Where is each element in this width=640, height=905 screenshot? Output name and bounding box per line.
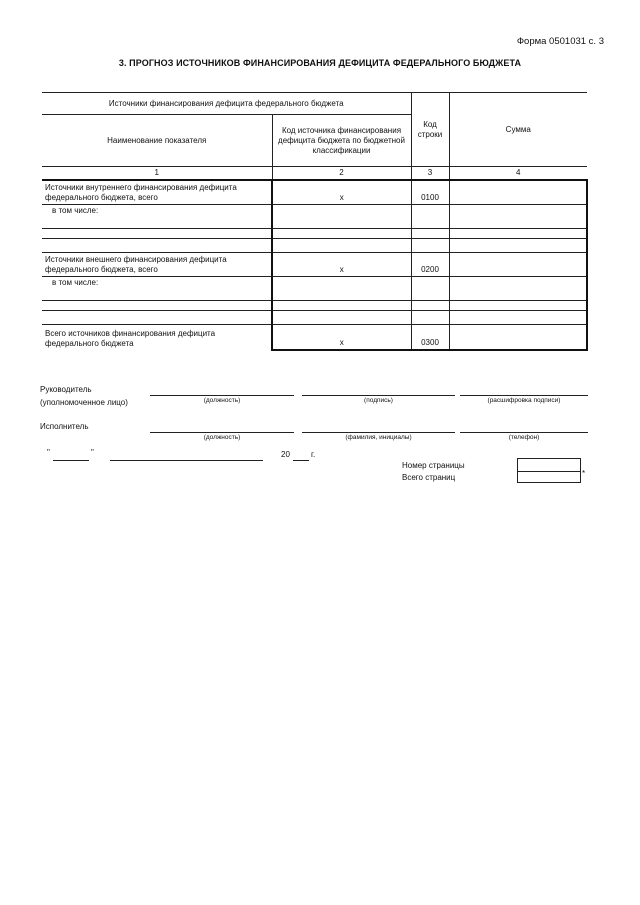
date-year-suffix: г. bbox=[311, 450, 316, 459]
internal-sub-code-2[interactable] bbox=[272, 228, 411, 238]
col3-header: Код строки bbox=[411, 93, 449, 167]
col1-header: Наименование показателя bbox=[42, 115, 272, 167]
internal-sub-label-3 bbox=[42, 238, 272, 252]
external-sub-amount-2[interactable] bbox=[449, 300, 587, 310]
internal-line-code: 0100 bbox=[411, 180, 449, 204]
col-number-1: 1 bbox=[42, 167, 272, 181]
internal-amount[interactable] bbox=[449, 180, 587, 204]
date-quote-close: " bbox=[91, 448, 94, 457]
external-line-code: 0200 bbox=[411, 252, 449, 276]
col2-header: Код источника финансирования дефицита бюджета по бюджетной классификации bbox=[272, 115, 411, 167]
head-signature-caption: (подпись) bbox=[364, 397, 393, 404]
head-signature-line[interactable] bbox=[302, 395, 455, 396]
date-day-line[interactable] bbox=[53, 460, 89, 461]
executor-label: Исполнитель bbox=[40, 422, 89, 431]
external-sources-label: Источники внешнего финансирования дефицита федерального бюджета, всего bbox=[42, 252, 272, 276]
exec-phone-line[interactable] bbox=[460, 432, 588, 433]
external-amount[interactable] bbox=[449, 252, 587, 276]
star-mark: * bbox=[582, 469, 586, 478]
exec-phone-caption: (телефон) bbox=[508, 434, 540, 441]
head-position-line[interactable] bbox=[150, 395, 294, 396]
head-decode-caption: (расшифровка подписи) bbox=[487, 397, 561, 404]
total-amount[interactable] bbox=[449, 324, 587, 350]
internal-sub-amount-3[interactable] bbox=[449, 238, 587, 252]
sources-table bbox=[42, 92, 588, 351]
col-number-4: 4 bbox=[449, 167, 587, 181]
internal-sub-code-3[interactable] bbox=[272, 238, 411, 252]
page-title: 3. ПРОГНОЗ ИСТОЧНИКОВ ФИНАНСИРОВАНИЯ ДЕФИЦИТА ФЕДЕРАЛЬНОГО БЮДЖЕТА bbox=[118, 58, 522, 68]
external-sub-line-1[interactable] bbox=[411, 276, 449, 300]
date-month-line[interactable] bbox=[110, 460, 263, 461]
external-sub-line-2[interactable] bbox=[411, 300, 449, 310]
col4-header: Сумма bbox=[449, 93, 587, 167]
internal-sources-label: Источники внутреннего финансирования дефицита федерального бюджета, всего bbox=[42, 180, 272, 204]
exec-position-caption: (должность) bbox=[203, 434, 241, 441]
total-pages-box[interactable] bbox=[517, 470, 581, 483]
head-label-sub: (уполномоченное лицо) bbox=[40, 398, 128, 407]
external-sub-amount-1[interactable] bbox=[449, 276, 587, 300]
external-sub-code-3[interactable] bbox=[272, 310, 411, 324]
internal-including-label: в том числе: bbox=[42, 204, 272, 228]
external-sub-label-3 bbox=[42, 310, 272, 324]
internal-sub-line-2[interactable] bbox=[411, 228, 449, 238]
external-sub-line-3[interactable] bbox=[411, 310, 449, 324]
internal-sub-line-3[interactable] bbox=[411, 238, 449, 252]
internal-sub-line-1[interactable] bbox=[411, 204, 449, 228]
group-header: Источники финансирования дефицита федерального бюджета bbox=[42, 93, 411, 115]
col-number-3: 3 bbox=[411, 167, 449, 181]
internal-sub-label-2 bbox=[42, 228, 272, 238]
internal-sub-code-1[interactable] bbox=[272, 204, 411, 228]
external-including-label: в том числе: bbox=[42, 276, 272, 300]
date-quote-open: " bbox=[47, 448, 50, 457]
exec-name-line[interactable] bbox=[302, 432, 455, 433]
form-number: Форма 0501031 с. 3 bbox=[516, 36, 604, 47]
internal-code: x bbox=[272, 180, 411, 204]
date-year-prefix: 20 bbox=[281, 450, 290, 459]
internal-sub-amount-2[interactable] bbox=[449, 228, 587, 238]
head-decode-line[interactable] bbox=[460, 395, 588, 396]
exec-position-line[interactable] bbox=[150, 432, 294, 433]
external-sub-code-2[interactable] bbox=[272, 300, 411, 310]
col-number-2: 2 bbox=[272, 167, 411, 181]
internal-sub-amount-1[interactable] bbox=[449, 204, 587, 228]
head-label: Руководитель bbox=[40, 385, 92, 394]
date-year-line[interactable] bbox=[293, 460, 309, 461]
exec-name-caption: (фамилия, инициалы) bbox=[345, 434, 412, 441]
external-sub-amount-3[interactable] bbox=[449, 310, 587, 324]
total-code: x bbox=[272, 324, 411, 350]
total-pages-label: Всего страниц bbox=[402, 473, 456, 482]
external-sub-label-2 bbox=[42, 300, 272, 310]
external-sub-code-1[interactable] bbox=[272, 276, 411, 300]
total-line-code: 0300 bbox=[411, 324, 449, 350]
head-position-caption: (должность) bbox=[203, 397, 241, 404]
external-code: x bbox=[272, 252, 411, 276]
page-number-label: Номер страницы bbox=[402, 461, 465, 470]
total-sources-label: Всего источников финансирования дефицита федерального бюджета bbox=[45, 329, 216, 348]
